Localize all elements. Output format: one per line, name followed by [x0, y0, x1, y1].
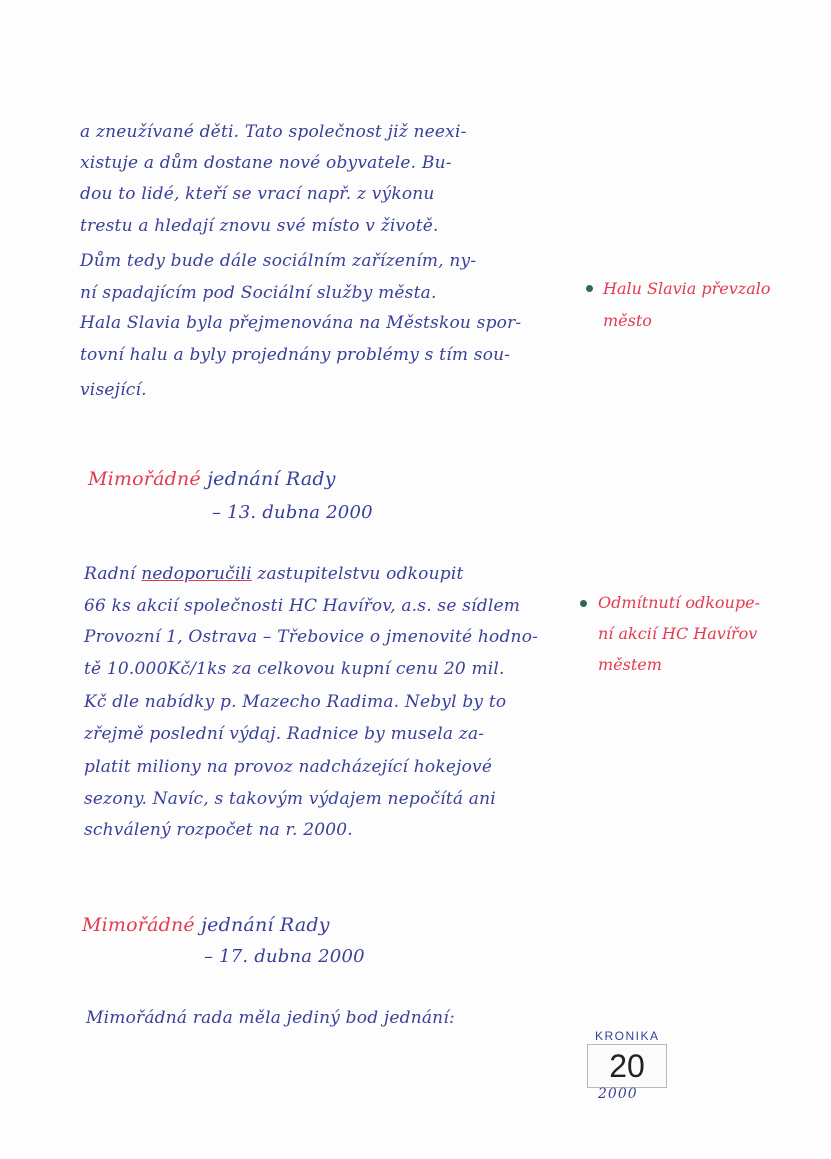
- bullet-dot-icon: [586, 285, 593, 292]
- section-2-heading: [82, 914, 330, 936]
- paragraph-2-first-rest: zastupitelstvu odkoupit: [257, 564, 464, 584]
- paragraph-1-line: dou to lidé, kteří se vrací např. z výkonu: [80, 184, 435, 204]
- paragraph-2-underlined-word: nedoporučili: [141, 564, 252, 584]
- paragraph-2-first-word: Radní: [84, 564, 136, 584]
- paragraph-2-line: tě 10.000Kč/1ks za celkovou kupní cenu 20 mil.: [84, 659, 505, 679]
- margin-note-line: městem: [598, 655, 662, 674]
- margin-note-line: Odmítnutí odkoupe-: [598, 593, 760, 612]
- paragraph-1-line: tovní halu a byly projednány problémy s tím sou-: [80, 345, 511, 365]
- paragraph-2-line: Provozní 1, Ostrava – Třebovice o jmenovité hodno-: [84, 627, 539, 647]
- paragraph-2-line: schválený rozpočet na r. 2000.: [84, 820, 353, 840]
- heading-highlight: Mimořádné: [88, 468, 201, 490]
- paragraph-3: Mimořádná rada měla jediný bod jednání:: [86, 1008, 455, 1028]
- section-1-heading: [88, 468, 336, 490]
- paragraph-1-line: ní spadajícím pod Sociální služby města.: [80, 283, 437, 303]
- paragraph-1-line: Dům tedy bude dále sociálním zařízením, ny-: [80, 251, 477, 271]
- stamp-year: 2000: [598, 1086, 638, 1102]
- paragraph-2-line: platit miliony na provoz nadcházející hokejové: [84, 757, 493, 777]
- heading-highlight: Mimořádné: [82, 914, 195, 936]
- heading-rest: jednání Rady: [207, 468, 336, 490]
- paragraph-2-line: zřejmě poslední výdaj. Radnice by musela za-: [84, 724, 485, 744]
- paragraph-2-line: [84, 564, 464, 584]
- paragraph-1-line: Hala Slavia byla přejmenována na Městskou spor-: [80, 313, 522, 333]
- paragraph-2-line: Kč dle nabídky p. Mazecho Radima. Nebyl by to: [84, 692, 507, 712]
- margin-note-line: Halu Slavia převzalo: [603, 279, 771, 298]
- heading-rest: jednání Rady: [201, 914, 330, 936]
- paragraph-1-line: xistuje a dům dostane nové obyvatele. Bu-: [80, 153, 452, 173]
- paragraph-1-line: trestu a hledají znovu své místo v životě.: [80, 216, 439, 236]
- paragraph-1-line: visející.: [80, 380, 147, 400]
- paragraph-1-line: a zneužívané děti. Tato společnost již neexi-: [80, 122, 467, 142]
- margin-note-line: město: [603, 311, 652, 330]
- paragraph-2-line: 66 ks akcií společnosti HC Havířov, a.s. se sídlem: [84, 596, 521, 616]
- page-number: 20: [609, 1047, 645, 1084]
- paragraph-2-line: sezony. Navíc, s takovým výdajem nepočítá ani: [84, 789, 496, 809]
- section-1-date: – 13. dubna 2000: [212, 502, 373, 523]
- margin-note-line: ní akcií HC Havířov: [598, 624, 758, 643]
- page-number-box: [587, 1044, 667, 1088]
- section-2-date: – 17. dubna 2000: [204, 946, 365, 967]
- stamp-label: KRONIKA: [595, 1029, 660, 1043]
- bullet-dot-icon: [580, 600, 587, 607]
